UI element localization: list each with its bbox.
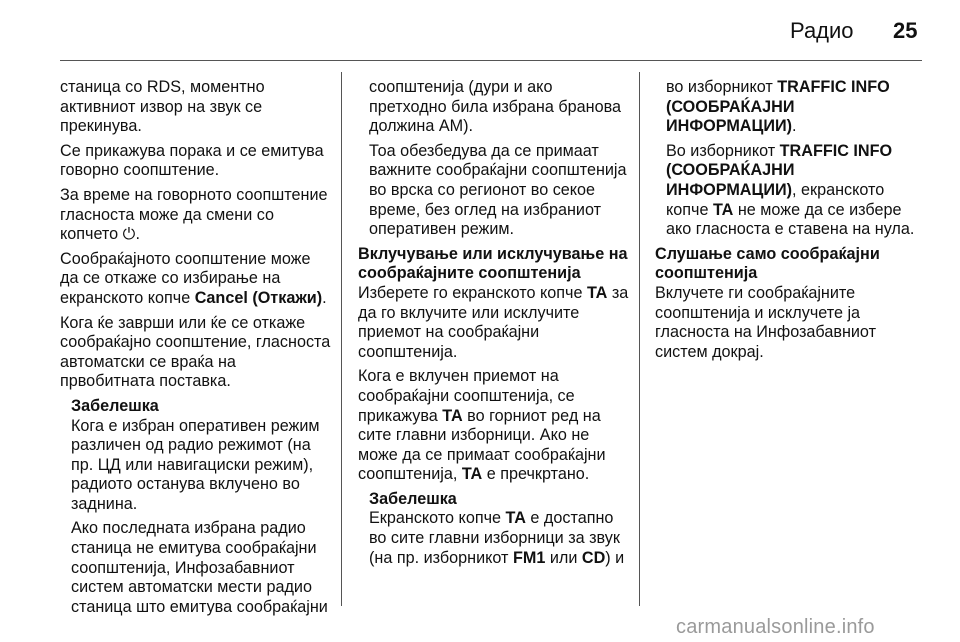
paragraph: Кога ќе заврши или ќе се откаже сообраќајно соопштение, гласноста автоматски се враќа на првобитната поставка. bbox=[60, 313, 331, 391]
paragraph: Изберете го екранското копче TA за да го вклучите или исклучите приемот на сообраќајни соопштенија. bbox=[358, 283, 629, 361]
page-header-title: Радио bbox=[790, 18, 854, 43]
indented-block bbox=[655, 78, 927, 240]
note-text: Екранското копче TA е достапно во сите главни изборници за звук (на пр. изборникот FM1 или CD) и bbox=[369, 509, 625, 567]
column-1 bbox=[60, 78, 332, 622]
paragraph: Тоа обезбедува да се примаат важните сообраќајни соопштенија во врска со регионот во секое време, без оглед на избраниот оперативен режим. bbox=[369, 141, 627, 239]
traffic-info-menu-label: TRAFFIC INFO (СООБРАЌАЈНИ ИНФОРМАЦИИ) bbox=[666, 141, 893, 199]
traffic-info-menu-label: TRAFFIC INFO (СООБРАЌАЈНИ ИНФОРМАЦИИ) bbox=[666, 78, 890, 136]
ta-label: TA bbox=[442, 406, 463, 425]
section-heading: Слушање само сообраќајни соопштенија bbox=[655, 244, 880, 283]
section-heading: Вклучување или исклучување на сообраќајните соопштенија bbox=[358, 244, 628, 283]
ta-label: TA bbox=[712, 200, 734, 219]
footer-watermark: carmanualsonline.info bbox=[676, 616, 875, 638]
note-block bbox=[60, 397, 332, 618]
ta-label: TA bbox=[505, 509, 526, 528]
power-knob-icon: ⏻ bbox=[122, 225, 136, 244]
ta-label: TA bbox=[586, 283, 608, 302]
fm1-label: FM1 bbox=[512, 548, 546, 567]
note-block bbox=[358, 490, 630, 568]
paragraph: соопштенија (дури и ако претходно била избрана бранова должина AM). bbox=[369, 78, 621, 136]
paragraph: станица со RDS, моментно активниот извор на звук се прекинува. bbox=[60, 78, 265, 136]
note-heading: Забелешка bbox=[71, 396, 159, 415]
paragraph: За време на говорното соопштение гласноста може да смени со копчето ⏻. bbox=[60, 185, 328, 244]
paragraph: во изборникот TRAFFIC INFO (СООБРАЌАЈНИ ИНФОРМАЦИИ). bbox=[666, 78, 890, 136]
cancel-button-label: Cancel (Откажи) bbox=[194, 288, 323, 307]
note-text: Кога е избран оперативен режим различен од радио режимот (на пр. ЦД или навигациски режим), радиото останува вклучено во заднина. bbox=[71, 416, 320, 513]
header-divider bbox=[60, 60, 922, 61]
paragraph: Вклучете ги сообраќајните соопштенија и исклучете ја гласноста на Инфозабавниот систем докрај. bbox=[655, 283, 876, 361]
column-divider-1 bbox=[341, 72, 342, 606]
paragraph: Се прикажува порака и се емитува говорно соопштение. bbox=[60, 141, 324, 180]
paragraph: Сообраќајното соопштение може да се откаже со избирање на екранското копче Cancel (Откажи). bbox=[60, 249, 327, 307]
note-heading: Забелешка bbox=[369, 489, 457, 508]
paragraph: Во изборникот TRAFFIC INFO (СООБРАЌАЈНИ ИНФОРМАЦИИ), екранското копче TA не може да се избере ако гласноста е ставена на нула. bbox=[666, 141, 915, 239]
note-text: Ако последната избрана радио станица не емитува сообраќајни соопштенија, Инфозабавниот систем автоматски мести радио станица што емитува сообраќајни bbox=[71, 519, 328, 616]
column-divider-2 bbox=[639, 72, 640, 606]
ta-label: TA bbox=[461, 465, 483, 484]
page-number: 25 bbox=[893, 18, 918, 43]
cd-label: CD bbox=[581, 548, 606, 567]
column-3 bbox=[655, 78, 927, 367]
paragraph: Кога е вклучен приемот на сообраќајни соопштенија, се прикажува TA во горниот ред на сите главни изборници. Ако не може да се примаат сообраќајни соопштенија, TA е пречкртано. bbox=[358, 367, 606, 484]
column-2 bbox=[358, 78, 630, 573]
